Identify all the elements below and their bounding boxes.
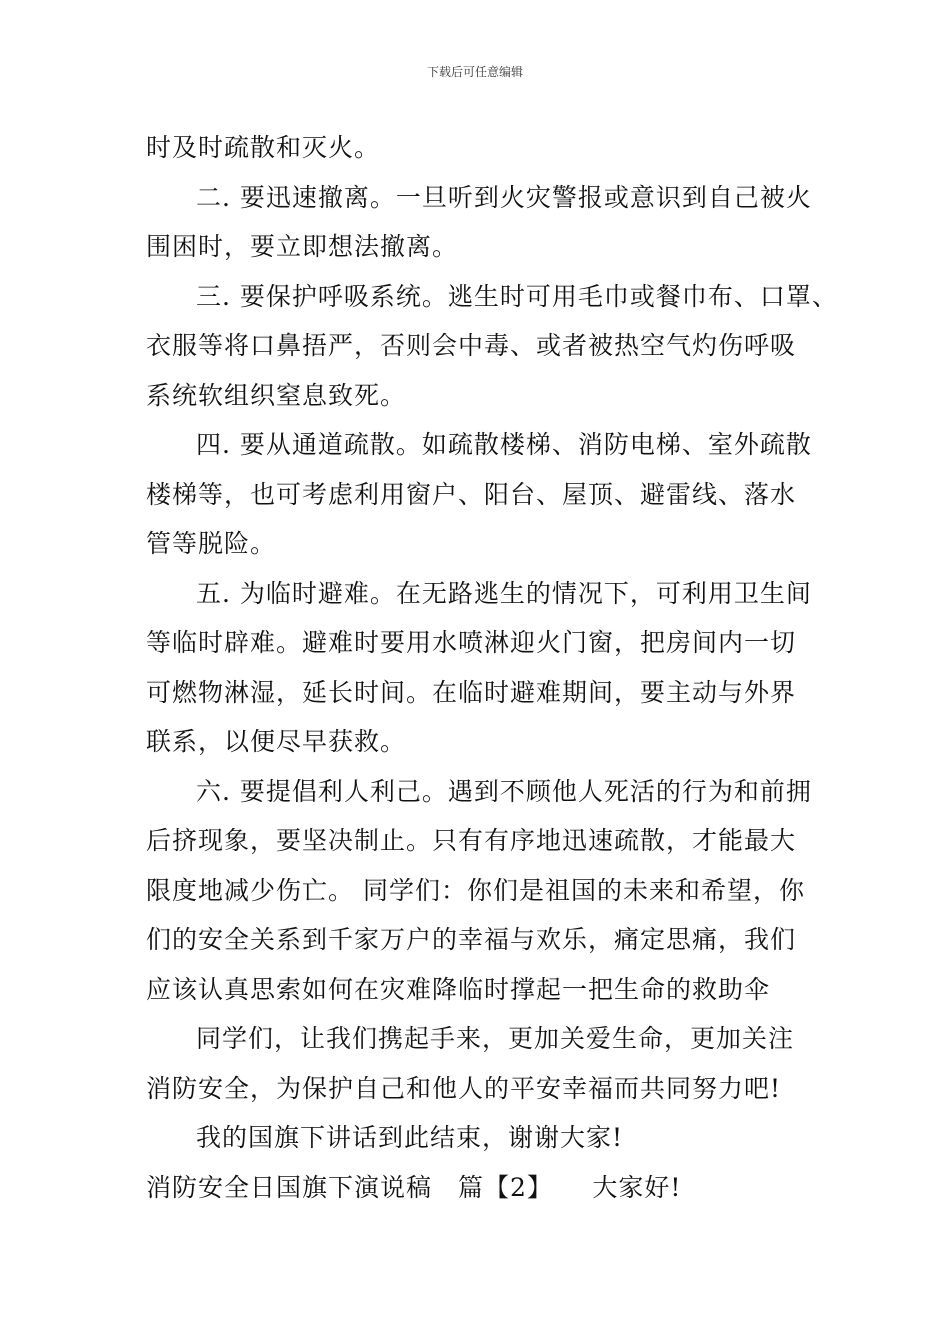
text-line: 联系，以便尽早获救。 (146, 727, 407, 756)
text-line: 系统软组织窒息致死。 (146, 380, 407, 410)
text-line: 二. 要迅速撤离。一旦听到火灾警报或意识到自己被火 (196, 182, 812, 212)
text-line: 同学们，让我们携起手来，更加关爱生命，更加关注 (196, 1024, 795, 1053)
text-line: 消防安全日国旗下演说稿 篇【2】 大家好! (146, 1172, 682, 1202)
text-line: 围困时，要立即想法撤离。 (146, 232, 459, 261)
text-line: 可燃物淋湿，延长时间。在临时避难期间，要主动与外界 (146, 677, 797, 707)
text-line: 后挤现象，要坚决制止。只有有序地迅速疏散，才能最大 (146, 826, 797, 855)
text-line: 楼梯等，也可考虑利用窗户、阳台、屋顶、避雷线、落水 (146, 479, 797, 509)
text-line: 等临时辟难。避难时要用水喷淋迎火门窗，把房间内一切 (146, 628, 797, 657)
body-text (146, 123, 836, 1212)
text-line: 消防安全，为保护自己和他人的平安幸福而共同努力吧! (146, 1073, 782, 1103)
text-line: 三. 要保护呼吸系统。逃生时可用毛巾或餐巾布、口罩、 (196, 281, 838, 311)
text-line: 管等脱险。 (146, 529, 277, 558)
text-line: 限度地减少伤亡。 同学们：你们是祖国的未来和希望，你 (146, 875, 805, 905)
text-line: 衣服等将口鼻捂严，否则会中毒、或者被热空气灼伤呼吸 (146, 331, 797, 360)
text-line: 时及时疏散和灭火。 (146, 133, 381, 162)
text-line: 我的国旗下讲话到此结束，谢谢大家! (196, 1123, 624, 1152)
text-line: 应该认真思索如何在灾难降临时撑起一把生命的救助伞 (146, 974, 771, 1004)
text-line: 四. 要从通道疏散。如疏散楼梯、消防电梯、室外疏散 (196, 430, 812, 459)
text-line: 六. 要提倡利人利己。遇到不顾他人死活的行为和前拥 (196, 776, 812, 806)
text-line: 五. 为临时避难。在无路逃生的情况下，可利用卫生间 (196, 578, 812, 608)
text-line: 们的安全关系到千家万户的幸福与欢乐，痛定思痛，我们 (146, 925, 797, 954)
page-header: 下载后可任意编辑 (426, 65, 523, 79)
